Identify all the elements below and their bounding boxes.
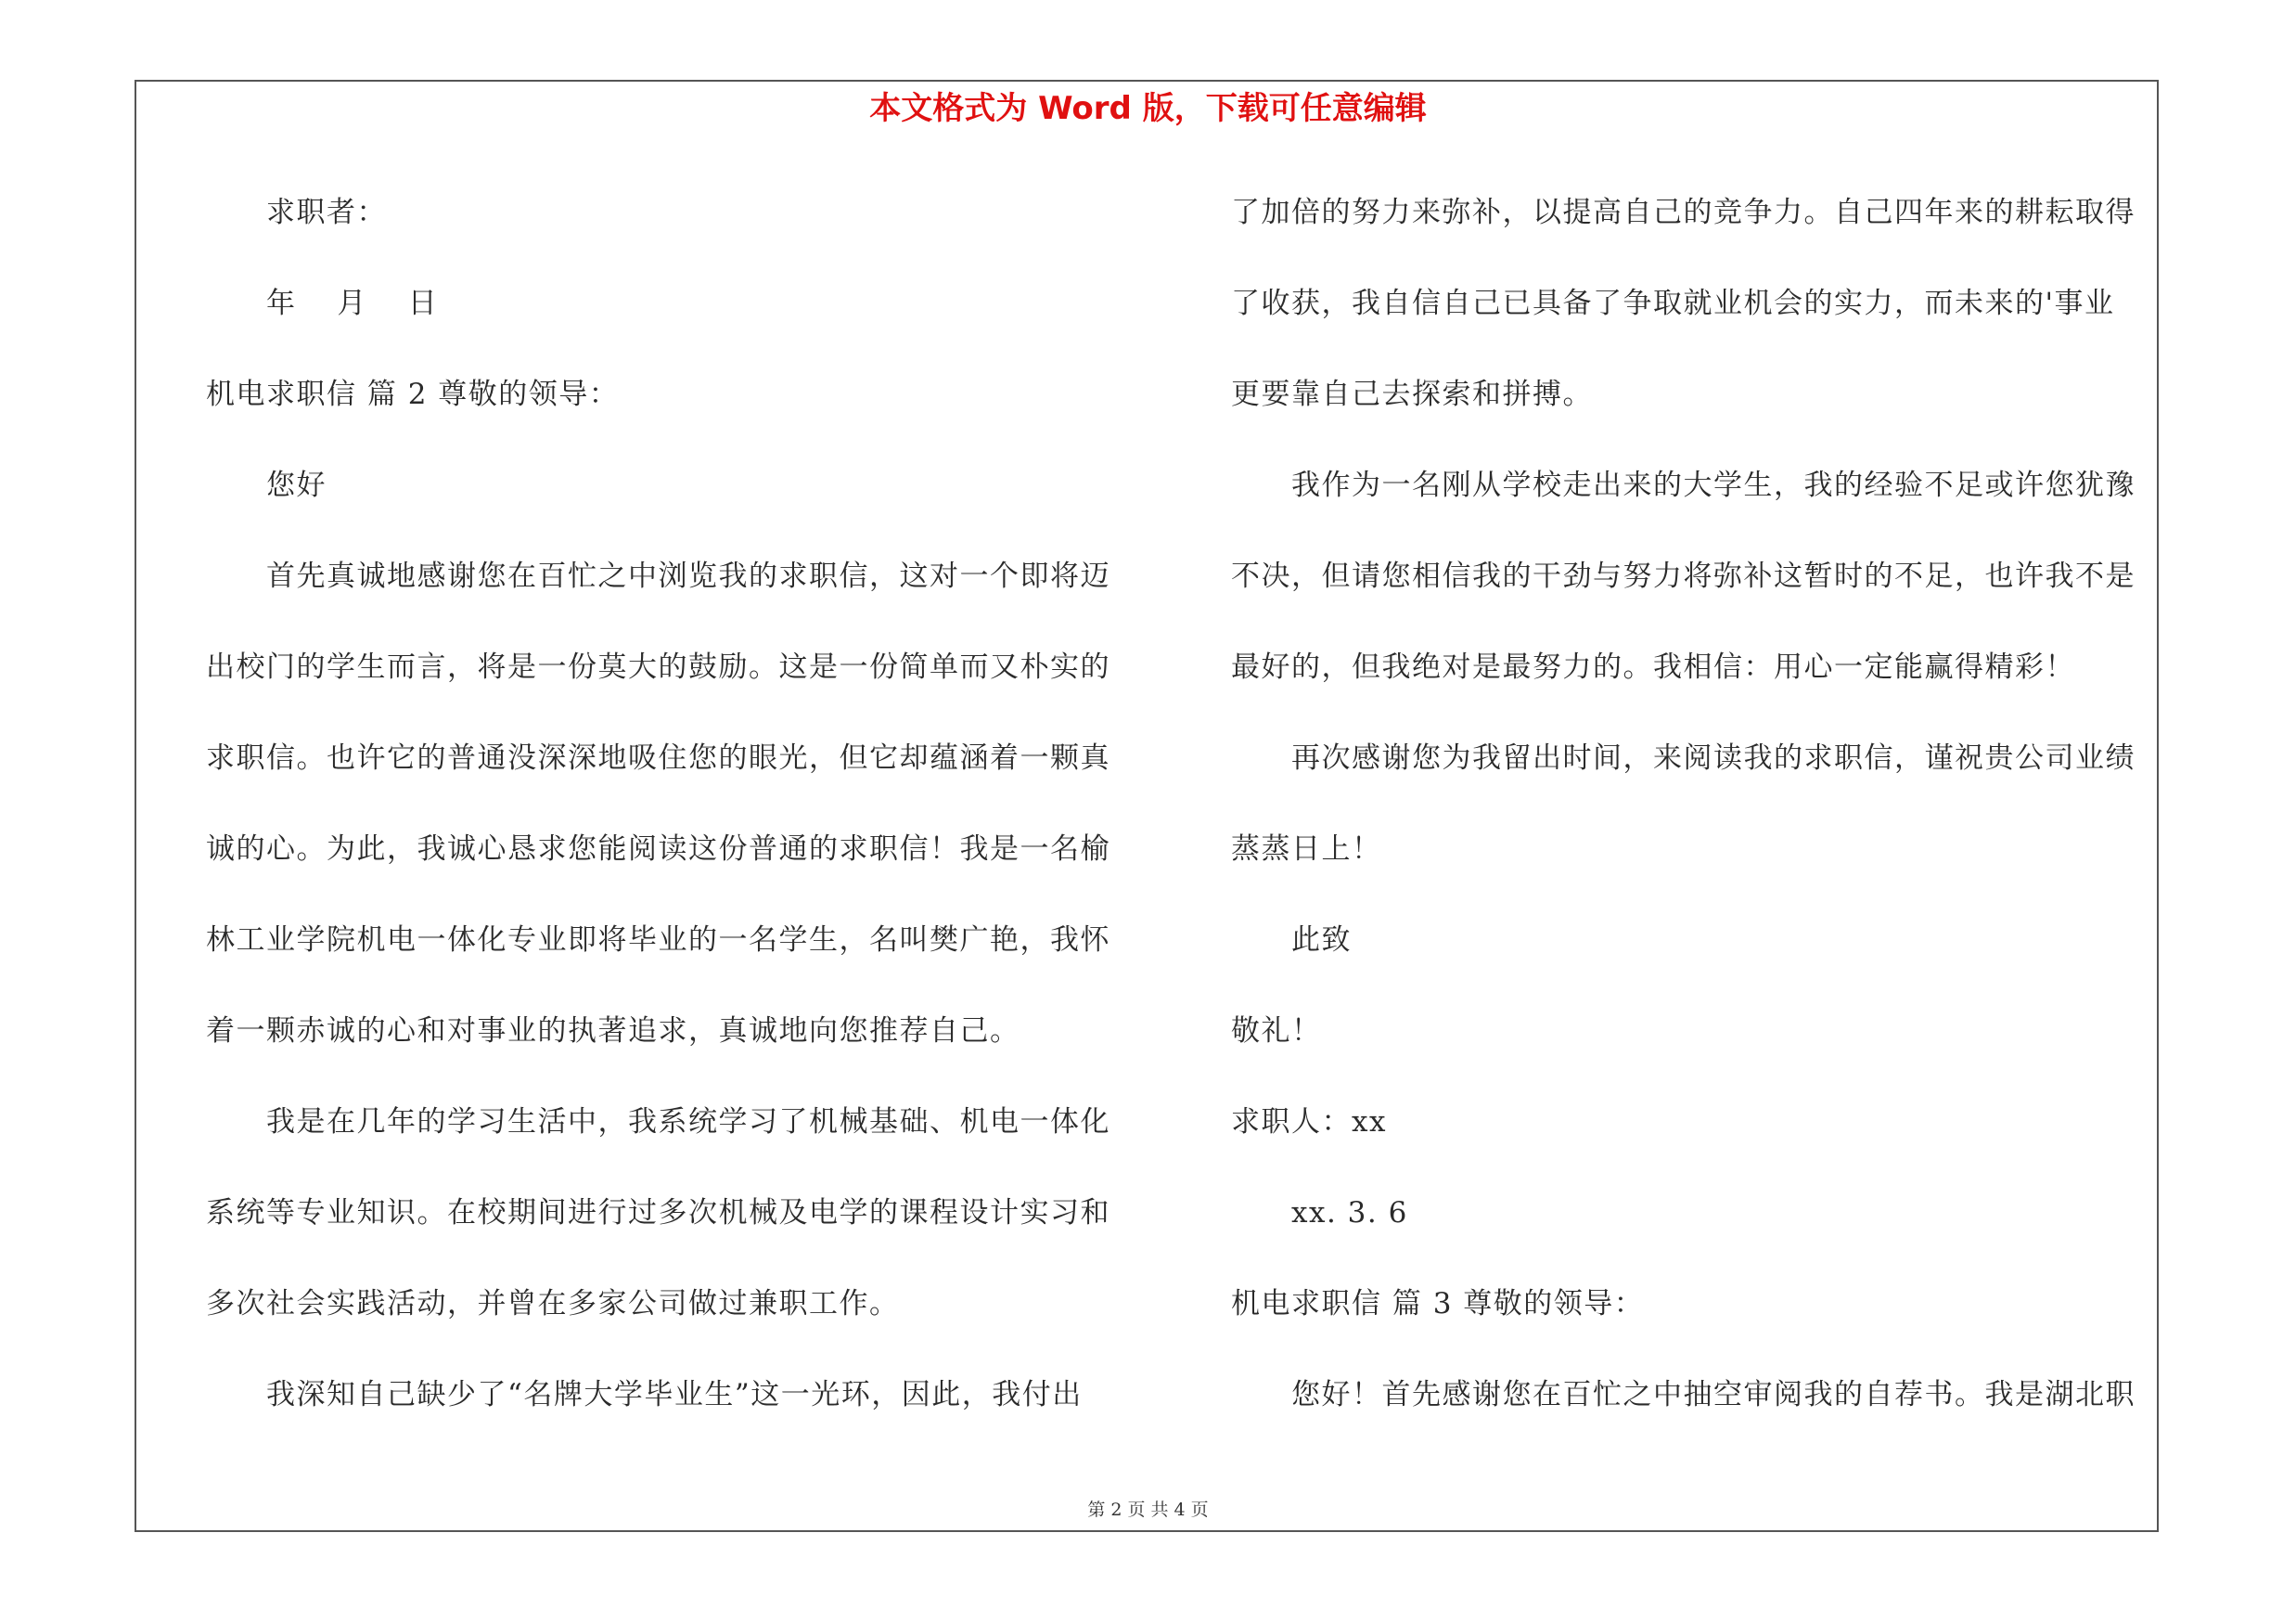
section-heading: 机电求职信 篇 3 尊敬的领导： (1231, 1287, 1645, 1320)
text-line: 多次社会实践活动，并曾在多家公司做过兼职工作。 (206, 1287, 900, 1320)
text-line: 了加倍的努力来弥补，以提高自己的竞争力。自己四年来的耕耘取得 (1231, 196, 2136, 229)
text-line: 着一颗赤诚的心和对事业的执著追求，真诚地向您推荐自己。 (206, 1014, 1020, 1048)
text-line: 更要靠自己去探索和拼搏。 (1231, 378, 1593, 411)
text-line: 我是在几年的学习生活中，我系统学习了机械基础、机电一体化 (206, 1105, 1110, 1139)
text-line: 敬礼！ (1231, 1014, 1322, 1048)
text-line: 我深知自己缺少了“名牌大学毕业生”这一光环，因此，我付出 (206, 1378, 1083, 1411)
text-line: 求职者： (206, 196, 387, 229)
signature-line: 求职人：xx (1231, 1105, 1387, 1139)
text-line: 林工业学院机电一体化专业即将毕业的一名学生，名叫樊广艳，我怀 (206, 923, 1110, 957)
section-heading: 机电求职信 篇 2 尊敬的领导： (206, 378, 620, 411)
format-notice-banner: 本文格式为 Word 版，下载可任意编辑 (869, 90, 1427, 127)
left-column (206, 184, 1124, 1457)
text-line: 不决，但请您相信我的干劲与努力将弥补这暂时的不足，也许我不是 (1231, 560, 2136, 593)
text-line: 求职信。也许它的普通没深深地吸住您的眼光，但它却蕴涵着一颗真 (206, 741, 1110, 775)
text-line: 我作为一名刚从学校走出来的大学生，我的经验不足或许您犹豫 (1231, 469, 2136, 502)
right-column (1231, 184, 2149, 1457)
text-line: 您好 (206, 469, 327, 502)
text-line: 首先真诚地感谢您在百忙之中浏览我的求职信，这对一个即将迈 (206, 560, 1110, 593)
text-line: 蒸蒸日上！ (1231, 832, 1382, 866)
page-number-footer: 第 2 页 共 4 页 (1087, 1500, 1209, 1520)
text-line: 诚的心。为此，我诚心恳求您能阅读这份普通的求职信！我是一名榆 (206, 832, 1110, 866)
text-line: 年 月 日 (206, 287, 439, 320)
text-line: 再次感谢您为我留出时间，来阅读我的求职信，谨祝贵公司业绩 (1231, 741, 2136, 775)
text-line: 系统等专业知识。在校期间进行过多次机械及电学的课程设计实习和 (206, 1196, 1110, 1230)
text-line: 出校门的学生而言，将是一份莫大的鼓励。这是一份简单而又朴实的 (206, 650, 1110, 684)
text-line: 此致 (1231, 923, 1352, 957)
date-line: xx. 3. 6 (1231, 1196, 1408, 1230)
text-line: 您好！首先感谢您在百忙之中抽空审阅我的自荐书。我是湖北职 (1231, 1378, 2136, 1411)
text-line: 最好的，但我绝对是最努力的。我相信：用心一定能赢得精彩！ (1231, 650, 2075, 684)
text-line: 了收获，我自信自己已具备了争取就业机会的实力，而未来的'事业 (1231, 287, 2115, 320)
